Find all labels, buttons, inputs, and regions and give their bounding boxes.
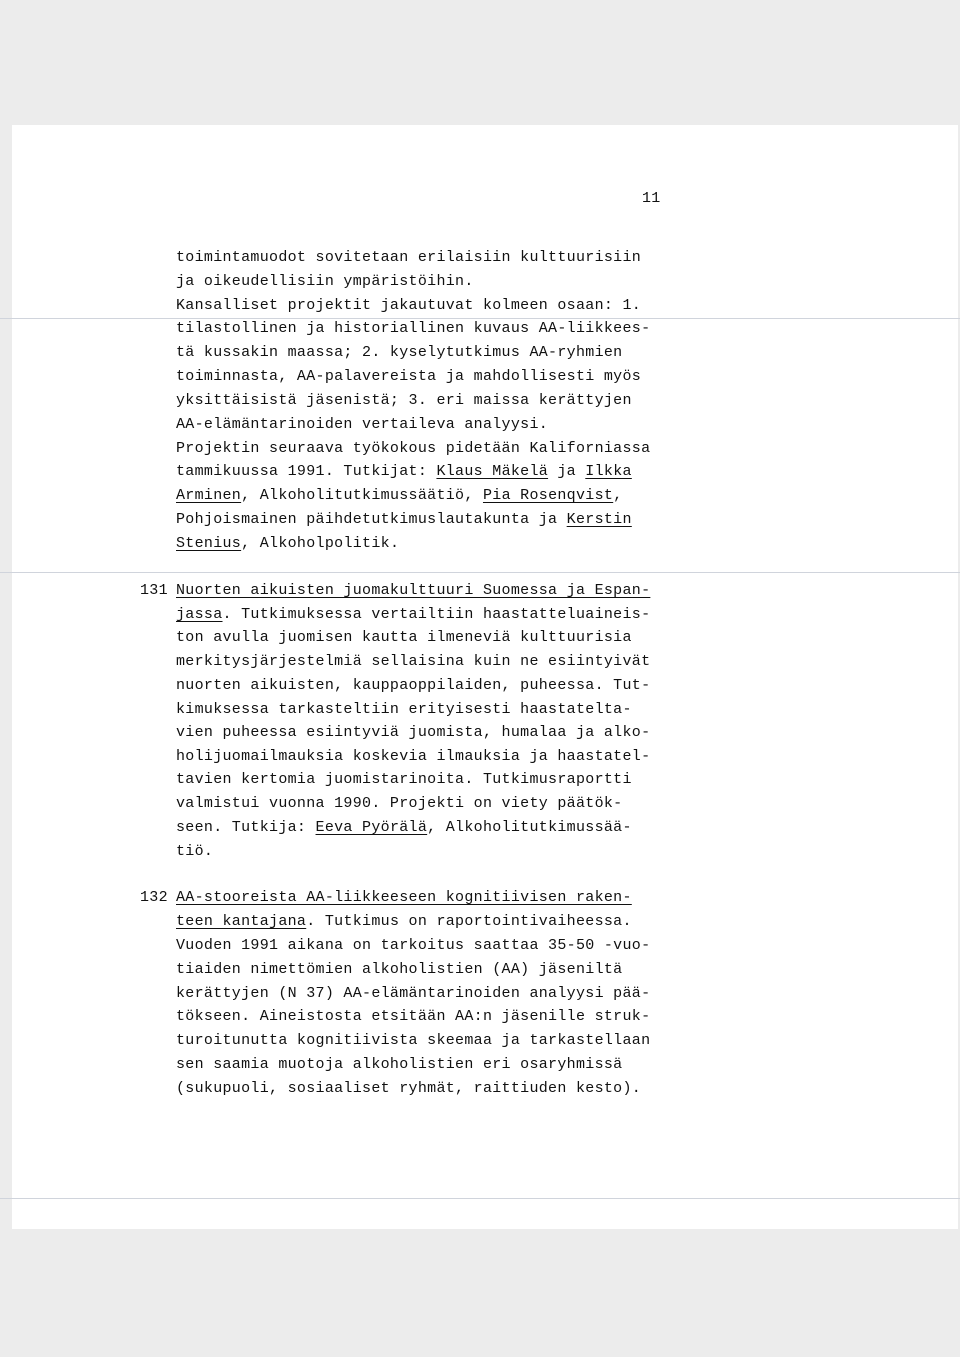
text-line: ja oikeudellisiin ympäristöihin. — [176, 273, 474, 290]
text-span: , Alkoholpolitik. — [241, 535, 400, 552]
text-span: . Tutkimuksessa vertailtiin haastatteluaineis- — [222, 606, 651, 623]
entry-title — [176, 888, 686, 908]
text-line: (sukupuoli, sosiaaliset ryhmät, raittiuden kesto). — [176, 1080, 642, 1097]
researcher-name: Stenius — [176, 535, 242, 552]
text-span: Pohjoismainen päihdetutkimuslautakunta ja — [176, 511, 567, 528]
text-line: merkitysjärjestelmiä sellaisina kuin ne esiintyivät — [176, 653, 651, 670]
text-line: Vuoden 1991 aikana on tarkoitus saattaa 35-50 -vuo- — [176, 937, 651, 954]
entry-title — [176, 581, 686, 601]
scan-line — [0, 1198, 960, 1199]
text-span: , — [613, 487, 623, 504]
text-span: ja — [548, 463, 586, 480]
text-span: tammikuussa 1991. Tutkijat: — [176, 463, 437, 480]
text-line: valmistui vuonna 1990. Projekti on viety päätök- — [176, 795, 623, 812]
text-line — [176, 818, 686, 838]
text-line: tavien kertomia juomistarinoita. Tutkimusraportti — [176, 771, 632, 788]
text-line: vien puheessa esiintyviä juomista, humalaa ja alko- — [176, 724, 651, 741]
text-line — [176, 605, 686, 625]
text-line — [176, 912, 686, 932]
text-line: turoitunutta kognitiivista skeemaa ja tarkastellaan — [176, 1032, 651, 1049]
text-line: tökseen. Aineistosta etsitään AA:n jäsenille struk- — [176, 1008, 651, 1025]
text-line — [176, 462, 686, 482]
text-line: tiö. — [176, 843, 214, 860]
title-span: Nuorten aikuisten juomakulttuuri Suomessa ja Espan- — [176, 582, 651, 599]
text-span: seen. Tutkija: — [176, 819, 316, 836]
text-line: tä kussakin maassa; 2. kyselytutkimus AA-ryhmien — [176, 344, 623, 361]
text-line — [176, 486, 686, 506]
text-line — [176, 534, 686, 554]
text-line: holijuomailmauksia koskevia ilmauksia ja haastatel- — [176, 748, 651, 765]
text-line: yksittäisistä jäsenistä; 3. eri maissa kerättyjen — [176, 392, 632, 409]
title-span: AA-stooreista AA-liikkeeseen kognitiivisen raken- — [176, 889, 632, 906]
entry-number: 132 — [140, 889, 168, 906]
text-line: nuorten aikuisten, kauppaoppilaiden, puheessa. Tut- — [176, 677, 651, 694]
page-number: 11 — [642, 190, 661, 207]
text-line: AA-elämäntarinoiden vertaileva analyysi. — [176, 416, 549, 433]
researcher-name: Ilkka — [585, 463, 632, 480]
text-line: tilastollinen ja historiallinen kuvaus AA-liikkees- — [176, 320, 651, 337]
entry-number: 131 — [140, 582, 168, 599]
title-span: jassa — [176, 606, 223, 623]
text-line: sen saamia muotoja alkoholistien eri osaryhmissä — [176, 1056, 623, 1073]
text-line: kimuksessa tarkasteltiin erityisesti haastatelta- — [176, 701, 632, 718]
text-line: ton avulla juomisen kautta ilmeneviä kulttuurisia — [176, 629, 632, 646]
researcher-name: Klaus Mäkelä — [436, 463, 549, 480]
researcher-name: Kerstin — [566, 511, 632, 528]
scan-line — [0, 572, 960, 573]
researcher-name: Pia Rosenqvist — [482, 487, 614, 504]
text-span: , Alkoholitutkimussäätiö, — [241, 487, 483, 504]
text-line — [176, 510, 686, 530]
text-line: Projektin seuraava työkokous pidetään Kaliforniassa — [176, 440, 651, 457]
text-line: kerättyjen (N 37) AA-elämäntarinoiden analyysi pää- — [176, 985, 651, 1002]
text-line: Kansalliset projektit jakautuvat kolmeen osaan: 1. — [176, 297, 642, 314]
text-line: tiaiden nimettömien alkoholistien (AA) jäseniltä — [176, 961, 623, 978]
researcher-name: Arminen — [176, 487, 242, 504]
text-span: . Tutkimus on raportointivaiheessa. — [306, 913, 632, 930]
text-span: , Alkoholitutkimussää- — [427, 819, 632, 836]
text-line: toimintamuodot sovitetaan erilaisiin kulttuurisiin — [176, 249, 642, 266]
researcher-name: Eeva Pyörälä — [315, 819, 428, 836]
title-span: teen kantajana — [176, 913, 307, 930]
text-line: toiminnasta, AA-palavereista ja mahdollisesti myös — [176, 368, 642, 385]
